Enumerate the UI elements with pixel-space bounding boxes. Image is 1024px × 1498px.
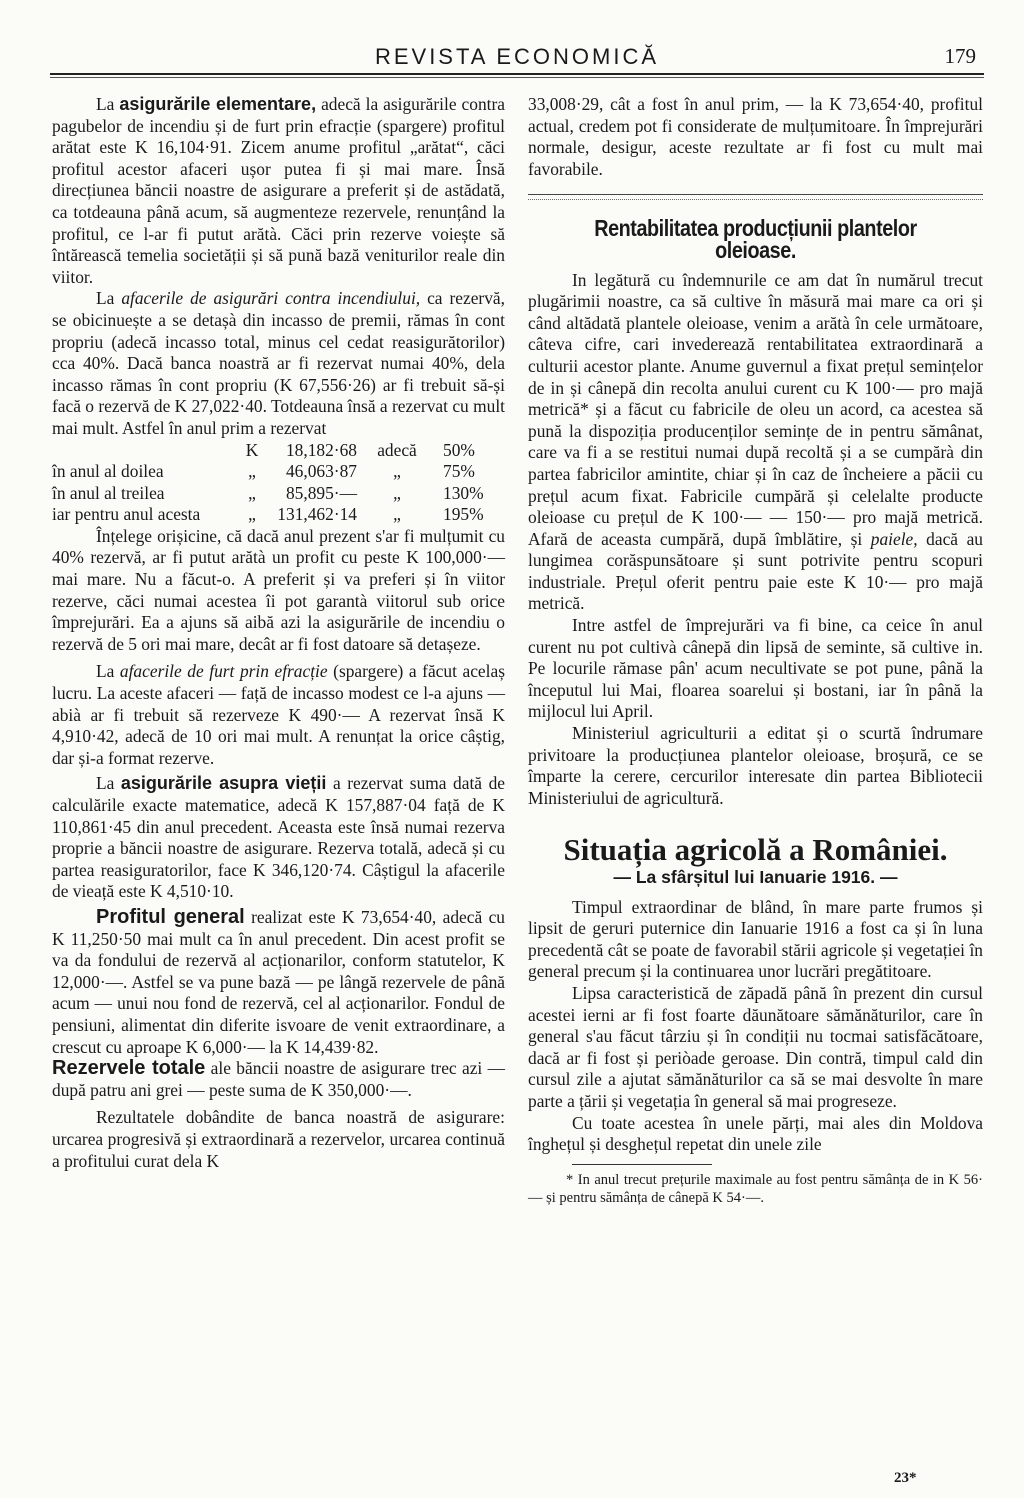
text-run: a rezervat suma dată de calculările exacte matematice, adecă K 157,887·04 față de K 110,861·45 din anul precedent. Aceasta este însă numai rezerva proprie a băncii noastre de asigurare. Rezerva totală, adecă și cu partea reasiguratorilor, face K 346,120·74. Câștigul la afacerile de vieață este K 4,510·10.	[52, 773, 505, 902]
paragraph-snow: Lipsa caracteristică de zăpadă până în prezent din cursul acestei ierni ar fi fost foarte dăunătoare sămănăturilor, care în general s'au făcut târziu și în condiții nu tocmai satisfăcătoare, dacă ar fi fost și periòade geroase. Din contră, timpul cald din cursul zile a ajutat sămănăturilor ca să se mai desvolte în mare parte a țării și vegetația în general să mai progreseze.	[528, 982, 983, 1111]
adeca: „	[393, 482, 401, 503]
currency: „	[248, 504, 256, 525]
table-row	[52, 440, 505, 462]
running-head	[50, 44, 984, 74]
percent: 130%	[443, 482, 484, 503]
printer-signature: 23*	[894, 1470, 917, 1486]
paragraph-ministry: Ministeriul agriculturii a editat și o scurtă îndrumare privitoare la producțiunea plantelor oleioase, broșură, ce se împarte la cerere, cercurilor interesate din partea Bibliotecii Ministeriului de agricultură.	[528, 723, 983, 808]
section-divider	[528, 194, 983, 195]
amount: 131,462·14	[277, 504, 357, 525]
row-label: iar pentru anul acesta	[52, 504, 201, 525]
text-run: In legătură cu îndemnurile ce am dat în numărul trecut plugărimii noastre, ca să cultive în măsură mai mare ca ori și când altădată plantele oleioase, venim a arătà în cele următoare, câteva cifre, cari invederează rentabilitatea extraordinară a culturii acestor plante. Anume guvernul a fixat prețul semințelor de in și cânepă din recolta anului curent cu K 100·— pro majă metrică* și a făcut cu fabricile de oleu un acord, ca acestea să pună la dispoziția producenților semințe de in pentru sămânat, care va fi a se restitui numai după recoltă și a se cumpărà din partea fabricilor amintite, chiar și în caz de încheiere a păcii cu prețul acum fixat. Fabricile cumpără și celelalte producte oleioase cu prețul de K 100·— — 150·— pro majă metrică. Afară de aceasta cumpără, după îmblătire, și	[528, 269, 983, 549]
italic-term: paiele,	[870, 528, 918, 549]
paragraph-general-profit	[52, 907, 505, 1058]
paragraph-life-insurance	[52, 773, 505, 903]
section-title-oil-plants: Rentabilitatea producțiunii plantelor oleioase.	[594, 215, 917, 263]
footnote-rule	[572, 1164, 712, 1165]
row-label: în anul al treilea	[52, 482, 165, 503]
adeca: „	[393, 461, 401, 482]
row-label	[52, 440, 242, 462]
bold-term: asigurările elementare,	[119, 94, 317, 114]
section-subtitle-date: — La sfârșitul lui Ianuarie 1916. —	[613, 867, 898, 887]
percent: 75%	[443, 461, 475, 482]
text-run: ale băncii noastre de asigurare trec azi — după patru ani grei — peste suma de K 350,000·—.	[52, 1058, 506, 1100]
currency: „	[248, 482, 256, 503]
currency: K	[245, 439, 259, 460]
currency: „	[248, 461, 256, 482]
right-column	[528, 94, 983, 1207]
amount: 18,182·68	[285, 439, 357, 460]
journal-title: REVISTA ECONOMICĂ	[374, 44, 660, 69]
percent: 195%	[443, 504, 484, 525]
table-row	[52, 461, 505, 483]
row-label: în anul al doilea	[52, 461, 164, 482]
paragraph-oil-plants	[528, 270, 983, 616]
bold-term: asigurările asupra vieții	[120, 773, 327, 794]
paragraph-frost: Cu toate acestea în unele părți, mai ales din Moldova înghețul și desghețul repetat din unele zile	[528, 1112, 983, 1155]
footnote: * In anul trecut prețurile maximale au fost pentru sămânța de in K 56·— și pentru sămânța de cânepă K 54·—.	[528, 1171, 983, 1206]
text-run: La	[96, 773, 121, 794]
section-divider-dotted	[528, 199, 983, 200]
text-run: dacă au lungimea corăspunsătoare și sunt potrivite pentru scopuri industriale. Prețul oferit pentru paie este K 10·— pro majă metrică.	[528, 528, 983, 614]
paragraph-burglary-insurance	[52, 661, 505, 769]
text-run: realizat este K 73,654·40, adecă cu K 11,250·50 mai mult ca în anul precedent. Din acest profit se va da fondului de rezervă al acționarilor, conform statutelor, K 12,000·—. Astfel se va pune bază — pe lângă rezervele de până acum — unui nou fond de rezervă, cel al acționarilor. Fondul de pensiuni, alimentat din diferite isvoare de venit extraordinare, a crescut cu aproape K 6,000·— la K 14,439·82.	[52, 906, 505, 1057]
header-rule-thin	[50, 77, 984, 78]
adeca: „	[393, 504, 401, 525]
paragraph-oil-advice: Intre astfel de împrejurări va fi bine, ca ceice în anul curent nu pot cultivà cânepă din lipsă de seminte, să cultive in. Pe locurile rămase pân' acum necultivate se pot pune, până la începutul lui Mai, floarea soarelui și bostani, iar în până la mijlocul lui April.	[528, 615, 983, 722]
paragraph-weather: Timpul extraordinar de blând, în mare parte frumos și lipsit de geruri puternice din Ianuarie 1916 a fost ca și în luna precedentă cât se poate de favorabil stării agricole și vegetației în general precum și la continuarea unor lucrări pregătitoare.	[528, 896, 983, 982]
text-run: La	[96, 661, 120, 682]
adeca: adecă	[377, 439, 417, 460]
text-run: (spargere) a făcut acelaș lucru. La aceste afaceri — față de incasso modest ce l-a ajuns — abià ar fi trebuit să rezerveze K 490·— A rezervat însă K 4,910·42, adecă de 10 ori mai mult. A renunțat la orice câștig, dar și-a format rezerve.	[52, 661, 505, 768]
bold-term: Profitul general	[96, 905, 245, 928]
italic-term: afacerile de furt prin efracție	[119, 661, 328, 682]
paragraph-fire-insurance	[52, 288, 505, 439]
amount: 85,895·—	[285, 482, 357, 503]
header-rule	[50, 73, 984, 75]
paragraph-understanding: Înțelege orișicine, că dacă anul prezent s'ar fi mulțumit cu 40% rezervă, ar fi putut arătà un profit cu peste K 100,000·— mai mare. Nu a făcut-o. A preferit și va preferi și în viitor rezerve, căci numai acestea îi pot garantà viitorul sub orice împrejurări. Ea a ajuns să aibă azi la asigurările de incendiu o rezervă de 5 ori mai mare, decât ar fi fost datoare să detașeze.	[52, 525, 505, 654]
text-run: adecă la asigurările contra pagubelor de incendiu și de furt prin efracție (spargere) profitul arătat este K 16,104·91. Zicem anume profitul „arătat“, căci profitul acestor afaceri ușor putea fi și mai mare. Însă direcțiunea băncii noastre de asigurare a preferit și de astădată, ca totdeauna până acum, să augmenteze rezervele, renunțând la profitul, ce l-ar fi putut arătà. Căci prin rezerve voiește să întărească temelia societății și să pună bază veniturilor reale din viitor.	[52, 94, 505, 287]
text-run: ca rezervă, se obicinuește a se detașà din incasso de premii, rămas în cont propriu (adecă incasso total, minus cel cedat reasigurătorilor) cca 40%. Dacă banca noastră ar fi rezervat numai 40%, dela incasso rămas în cont propriu (K 67,556·26) ar fi trebuit să-și facă o rezervă de K 27,022·40. Totdeauna însă a rezervat cu mult mai mult. Astfel în anul prim a rezervat	[52, 288, 505, 438]
paragraph-results: Rezultatele dobândite de banca noastră de asigurare: urcarea progresivă și extraordinară a rezervelor, urcarea continuă a profitului curat dela K	[52, 1107, 505, 1171]
bold-term: Rezervele totale	[52, 1057, 206, 1080]
text-run: La	[96, 94, 120, 114]
italic-term: afacerile de asigurări contra incendiului,	[121, 288, 421, 309]
reserve-table	[52, 440, 505, 526]
text-run: La	[96, 288, 122, 309]
left-column	[52, 94, 505, 1172]
percent: 50%	[443, 439, 475, 460]
paragraph-total-reserves	[52, 1058, 505, 1101]
table-row	[52, 504, 505, 526]
section-title-romania: Situația agricolă a României.	[563, 832, 948, 868]
paragraph-elementary-insurance	[52, 94, 505, 288]
paragraph-continuation: 33,008·29, cât a fost în anul prim, — la K 73,654·40, profitul actual, credem pot fi considerate de mulțumitoare. În împrejurări normale, desigur, aceste rezultate ar fi fost cu mult mai favorabile.	[528, 94, 983, 179]
amount: 46,063·87	[285, 461, 357, 482]
table-row	[52, 483, 505, 505]
page-number: 179	[944, 44, 976, 68]
